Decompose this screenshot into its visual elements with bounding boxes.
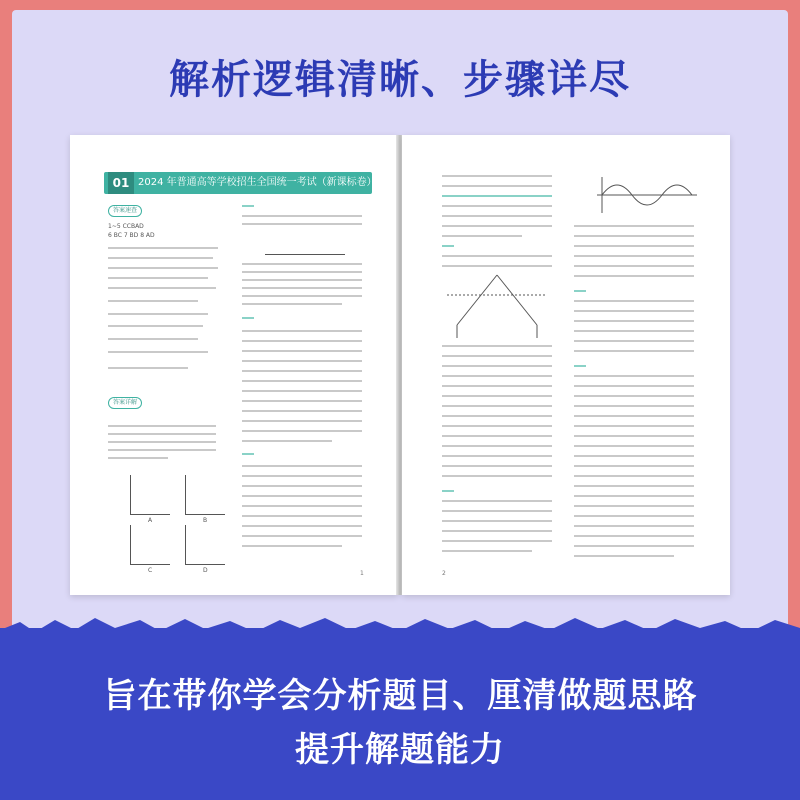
text-line bbox=[242, 535, 362, 537]
text-line bbox=[574, 445, 694, 447]
text-line bbox=[242, 287, 362, 289]
text-line bbox=[574, 265, 694, 267]
text-line bbox=[574, 555, 674, 557]
text-line bbox=[574, 310, 694, 312]
text-line bbox=[442, 365, 552, 367]
text-line bbox=[442, 235, 522, 237]
text-line bbox=[108, 338, 198, 340]
text-line bbox=[442, 395, 552, 397]
text-line bbox=[574, 375, 694, 377]
text-line bbox=[442, 385, 552, 387]
open-book-image bbox=[70, 135, 730, 605]
text-line bbox=[574, 385, 694, 387]
text-line bbox=[442, 215, 552, 217]
question-marker bbox=[574, 290, 586, 292]
chapter-number: 01 bbox=[108, 172, 134, 194]
text-line bbox=[242, 485, 362, 487]
text-line bbox=[242, 430, 362, 432]
text-line bbox=[442, 265, 552, 267]
text-line bbox=[108, 367, 188, 369]
text-line bbox=[108, 277, 208, 279]
text-line bbox=[442, 530, 552, 532]
answer-line-2: 6 BC 7 BD 8 AD bbox=[108, 232, 155, 239]
text-line bbox=[242, 400, 362, 402]
text-line bbox=[108, 313, 208, 315]
pulley-diagram bbox=[447, 270, 547, 340]
text-line bbox=[442, 425, 552, 427]
text-line bbox=[242, 515, 362, 517]
text-line bbox=[574, 485, 694, 487]
text-line bbox=[574, 330, 694, 332]
text-line bbox=[242, 360, 362, 362]
text-line bbox=[108, 325, 203, 327]
text-line bbox=[242, 525, 362, 527]
question-marker bbox=[242, 453, 254, 455]
text-line bbox=[242, 340, 362, 342]
text-line bbox=[574, 275, 694, 277]
text-line bbox=[242, 295, 362, 297]
text-line bbox=[108, 257, 213, 259]
graph-label-c: C bbox=[148, 567, 153, 574]
text-line bbox=[242, 410, 362, 412]
graph-c bbox=[130, 525, 170, 565]
text-line bbox=[242, 440, 332, 442]
text-line bbox=[108, 247, 218, 249]
question-marker bbox=[242, 205, 254, 207]
text-line bbox=[242, 215, 362, 217]
text-line bbox=[108, 267, 218, 269]
text-line bbox=[108, 287, 216, 289]
text-line bbox=[574, 320, 694, 322]
text-line bbox=[574, 405, 694, 407]
text-line bbox=[442, 415, 552, 417]
text-line bbox=[242, 380, 362, 382]
text-line bbox=[242, 370, 362, 372]
text-line bbox=[242, 263, 362, 265]
text-line bbox=[242, 279, 362, 281]
text-line bbox=[442, 195, 552, 197]
text-line bbox=[442, 345, 552, 347]
question-marker bbox=[442, 245, 454, 247]
headline: 解析逻辑清晰、步骤详尽 bbox=[169, 57, 631, 103]
text-line bbox=[442, 205, 552, 207]
answer-tag: 答案速查 bbox=[108, 205, 142, 217]
text-line bbox=[574, 225, 694, 227]
text-line bbox=[108, 433, 216, 435]
text-line bbox=[242, 420, 362, 422]
page-number-right: 2 bbox=[442, 570, 446, 577]
text-line bbox=[574, 340, 694, 342]
text-line bbox=[108, 425, 216, 427]
text-line bbox=[442, 455, 552, 457]
text-line bbox=[108, 351, 208, 353]
text-line bbox=[442, 445, 552, 447]
page-number-left: 1 bbox=[360, 570, 364, 577]
diagram bbox=[265, 230, 345, 255]
bottom-slogan-line-2: 提升解题能力 bbox=[295, 730, 505, 770]
text-line bbox=[442, 520, 552, 522]
text-line bbox=[442, 405, 552, 407]
text-line bbox=[574, 425, 694, 427]
text-line bbox=[574, 545, 694, 547]
text-line bbox=[442, 185, 552, 187]
text-line bbox=[574, 300, 694, 302]
text-line bbox=[574, 255, 694, 257]
text-line bbox=[574, 465, 694, 467]
text-line bbox=[442, 510, 552, 512]
text-line bbox=[442, 175, 552, 177]
text-line bbox=[574, 525, 694, 527]
graph-b bbox=[185, 475, 225, 515]
text-line bbox=[442, 550, 532, 552]
question-marker bbox=[442, 490, 454, 492]
right-page bbox=[402, 135, 730, 595]
question-marker bbox=[242, 317, 254, 319]
text-line bbox=[242, 303, 342, 305]
wave-diagram bbox=[592, 175, 702, 215]
left-page bbox=[70, 135, 398, 595]
text-line bbox=[242, 271, 362, 273]
explain-tag: 答案详解 bbox=[108, 397, 142, 409]
text-line bbox=[442, 435, 552, 437]
text-line bbox=[574, 495, 694, 497]
text-line bbox=[574, 235, 694, 237]
text-line bbox=[574, 395, 694, 397]
text-line bbox=[242, 465, 362, 467]
text-line bbox=[242, 545, 342, 547]
text-line bbox=[574, 535, 694, 537]
text-line bbox=[242, 350, 362, 352]
text-line bbox=[574, 475, 694, 477]
graph-a bbox=[130, 475, 170, 515]
text-line bbox=[442, 465, 552, 467]
graph-label-b: B bbox=[203, 517, 208, 524]
text-line bbox=[442, 500, 552, 502]
text-line bbox=[574, 505, 694, 507]
text-line bbox=[108, 449, 216, 451]
text-line bbox=[574, 515, 694, 517]
text-line bbox=[574, 435, 694, 437]
bottom-slogan-line-1: 旨在带你学会分析题目、厘清做题思路 bbox=[102, 676, 698, 716]
text-line bbox=[442, 225, 552, 227]
text-line bbox=[242, 390, 362, 392]
text-line bbox=[242, 495, 362, 497]
text-line bbox=[108, 441, 216, 443]
text-line bbox=[242, 223, 362, 225]
text-line bbox=[442, 255, 552, 257]
question-marker bbox=[574, 365, 586, 367]
text-line bbox=[574, 415, 694, 417]
text-line bbox=[108, 300, 198, 302]
text-line bbox=[574, 245, 694, 247]
text-line bbox=[242, 505, 362, 507]
text-line bbox=[574, 350, 694, 352]
text-line bbox=[442, 375, 552, 377]
answer-line-1: 1~5 CCBAD bbox=[108, 223, 144, 230]
text-line bbox=[574, 455, 694, 457]
graph-label-a: A bbox=[148, 517, 153, 524]
text-line bbox=[108, 457, 168, 459]
text-line bbox=[242, 475, 362, 477]
chapter-title: 2024 年普通高等学校招生全国统一考试（新课标卷） bbox=[138, 177, 377, 188]
text-line bbox=[442, 540, 552, 542]
graph-d bbox=[185, 525, 225, 565]
text-line bbox=[242, 330, 362, 332]
text-line bbox=[442, 475, 552, 477]
graph-label-d: D bbox=[203, 567, 208, 574]
text-line bbox=[442, 355, 552, 357]
